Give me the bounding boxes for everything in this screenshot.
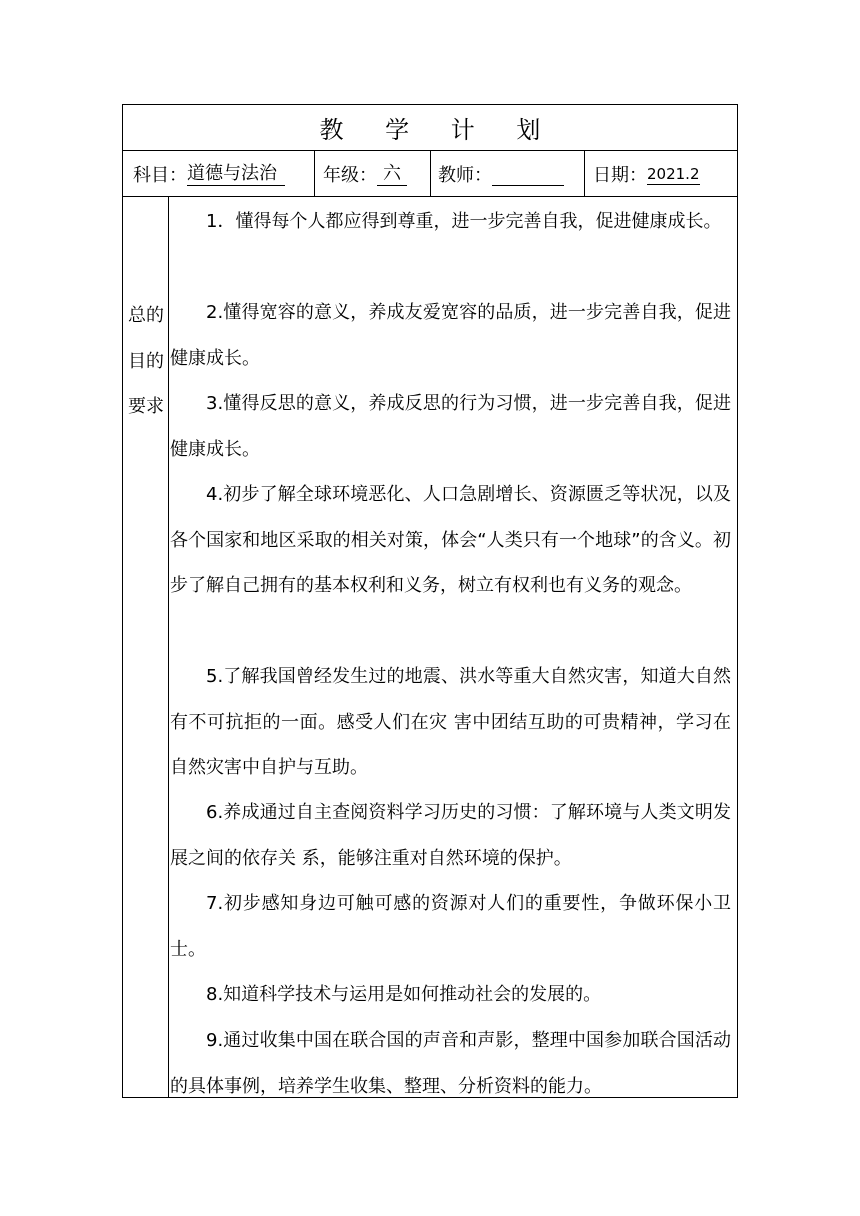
meta-divider bbox=[314, 151, 315, 197]
date-value: 2021.2 bbox=[647, 164, 700, 183]
teacher-label: 教师： bbox=[438, 165, 492, 186]
side-label-cell bbox=[123, 197, 169, 1097]
objective-item: 4.初步了解全球环境恶化、人口急剧增长、资源匮乏等状况，以及各个国家和地区采取的相关对策，体会“人类只有一个地球”的含义。初步了解自己拥有的基本权利和义务，树立有权利也有义务的观念。 bbox=[170, 484, 731, 596]
subject-cell bbox=[133, 151, 285, 197]
objective-item: 7.初步感知身边可触可感的资源对人们的重要性，争做环保小卫士。 bbox=[170, 893, 731, 960]
meta-row bbox=[123, 151, 737, 197]
grade-value: 六 bbox=[377, 163, 407, 186]
subject-value: 道德与法治 bbox=[187, 163, 285, 186]
objective-item: 5.了解我国曾经发生过的地震、洪水等重大自然灾害，知道大自然有不可抗拒的一面。感受人们在灾 害中团结互助的可贵精神，学习在自然灾害中自护与互助。 bbox=[170, 666, 731, 778]
title-row bbox=[123, 105, 737, 151]
objectives-row bbox=[123, 197, 737, 1097]
meta-divider bbox=[430, 151, 431, 197]
meta-divider bbox=[584, 151, 585, 197]
teacher-value bbox=[492, 163, 564, 186]
objective-item: 9.通过收集中国在联合国的声音和声影，整理中国参加联合国活动的具体事例，培养学生收集、整理、分析资料的能力。 bbox=[170, 1030, 731, 1097]
objective-item: 1．懂得每个人都应得到尊重，进一步完善自我，促进健康成长。 bbox=[206, 211, 722, 232]
objective-item: 6.养成通过自主查阅资料学习历史的习惯：了解环境与人类文明发展之间的依存关 系，能够注重对自然环境的保护。 bbox=[170, 802, 731, 869]
date-label: 日期： bbox=[593, 165, 647, 186]
objectives-content bbox=[170, 197, 737, 1097]
grade-label: 年级： bbox=[323, 165, 377, 186]
objective-item: 2.懂得宽容的意义，养成友爱宽容的品质，进一步完善自我，促进健康成长。 bbox=[170, 302, 731, 369]
page-title: 教 学 计 划 bbox=[319, 116, 558, 144]
teaching-plan-table bbox=[122, 104, 738, 1098]
date-cell bbox=[593, 151, 700, 197]
side-label: 总的目的要求 bbox=[128, 305, 164, 417]
objective-item: 3.懂得反思的意义，养成反思的行为习惯，进一步完善自我，促进健康成长。 bbox=[170, 393, 731, 460]
objective-item: 8.知道科学技术与运用是如何推动社会的发展的。 bbox=[206, 984, 602, 1005]
subject-label: 科目： bbox=[133, 165, 187, 186]
grade-cell bbox=[323, 151, 407, 197]
teacher-cell bbox=[438, 151, 564, 197]
